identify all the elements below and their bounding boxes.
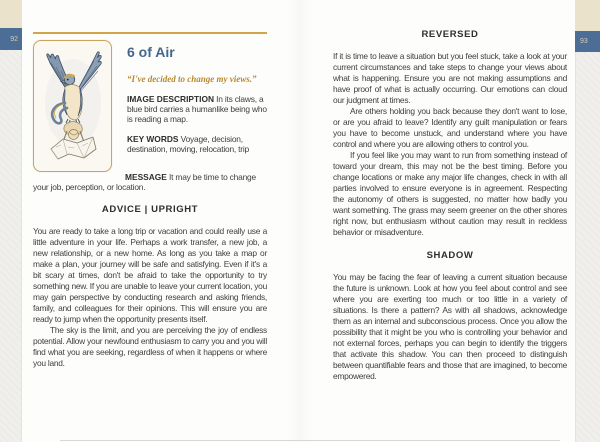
left-page [22,0,300,442]
reversed-paragraph: If you feel like you may want to run from something instead of toward your dream, this may not be the best timing. Before you change locations or make any major life changes, check in with all parties involved to ensure everyone is in agreement. Respecting the autonomy of others is suggested, no matter how badly you want something. The grass may seem greener on the other shores right now, but enthusiasm without caution may result in reckless behavior or misadventure. [333,150,567,237]
card-title: 6 of Air [127,44,175,60]
bird-and-map-illustration [34,41,111,171]
key-words-text: Voyage, decision, destination, moving, relocation, trip [127,134,250,154]
message-label: MESSAGE [125,172,167,182]
reversed-paragraph: Are others holding you back because they don't want to lose, or are you afraid to leave? Identify any guilt manipulation or fears you have to become unstuck, and understand where you have control and where you are allowing others to control you. [333,106,567,149]
right-page-edge [575,0,600,442]
image-description-text: In its claws, a blue bird carries a humanlike being who is reading a map. [127,94,267,124]
left-edge-cream-band [0,0,22,28]
right-page-number-tab [575,31,600,52]
reversed-heading: REVERSED [421,29,479,40]
advice-paragraph: You are ready to take a long trip or vacation and could really use a little adventure in your life. Perhaps a work transfer, a new job, a new relationship, or a new home. As long as you take a map or make a plan, your journey will be safe and satisfying. Even if it's a bit scary at times, don't be afraid to take the opportunity to try something new. If you are unable to leave your current location, you may gain perspective by conducting research and asking friends, family, and colleagues for their opinions. This will ensure you are ready to jump when the opportunity presents itself. [33,226,267,324]
card-quote: “I've decided to change my views.” [127,74,257,84]
right-page-number: 93 [580,38,588,45]
card-illustration [33,40,112,172]
gold-divider-line [33,32,267,34]
right-edge-cream-band [575,0,600,31]
bottom-page-edge-line [60,440,560,441]
key-words-label: KEY WORDS [127,134,179,144]
left-page-edge [0,0,22,442]
advice-upright-heading: ADVICE | UPRIGHT [101,204,199,215]
left-page-number: 92 [10,35,18,43]
message-block [33,172,267,192]
reversed-paragraph: If it is time to leave a situation but you feel stuck, take a look at your current circumstances and take steps to change your views about what is happening. Ensure you are not making assumptions and have proof of what is actually occurring. Our emotions can cloud our judgment at times. [333,51,567,105]
right-page [300,0,578,442]
advice-paragraph: The sky is the limit, and you are perceiving the joy of endless potential. Allow your newfound enthusiasm to carry you and you will find what you are seeking, regardless of when it happens or where you land. [33,325,267,368]
shadow-heading: SHADOW [426,250,474,261]
image-description-label: IMAGE DESCRIPTION [127,94,215,104]
left-edge-paper-stack [0,50,22,442]
message-text: It may be time to change your job, perception, or location. [33,172,256,192]
shadow-paragraph: You may be facing the fear of leaving a current situation because the future is unknown. Look at how you feel about control and see where you are exerting too much or too little in a variety of situations. Is there a pattern? As with all shadows, acknowledge them as an internal and subconscious process. Once you allow the possibility that it might be you who is controlling your behavior and not external forces, perhaps you can begin to identify the triggers that activate this shadow. You can then proceed to distinguish between quantifiable fears and those that are imagined, to become empowered. [333,272,567,381]
left-page-number-tab [0,28,22,50]
right-edge-paper-stack [575,52,600,442]
